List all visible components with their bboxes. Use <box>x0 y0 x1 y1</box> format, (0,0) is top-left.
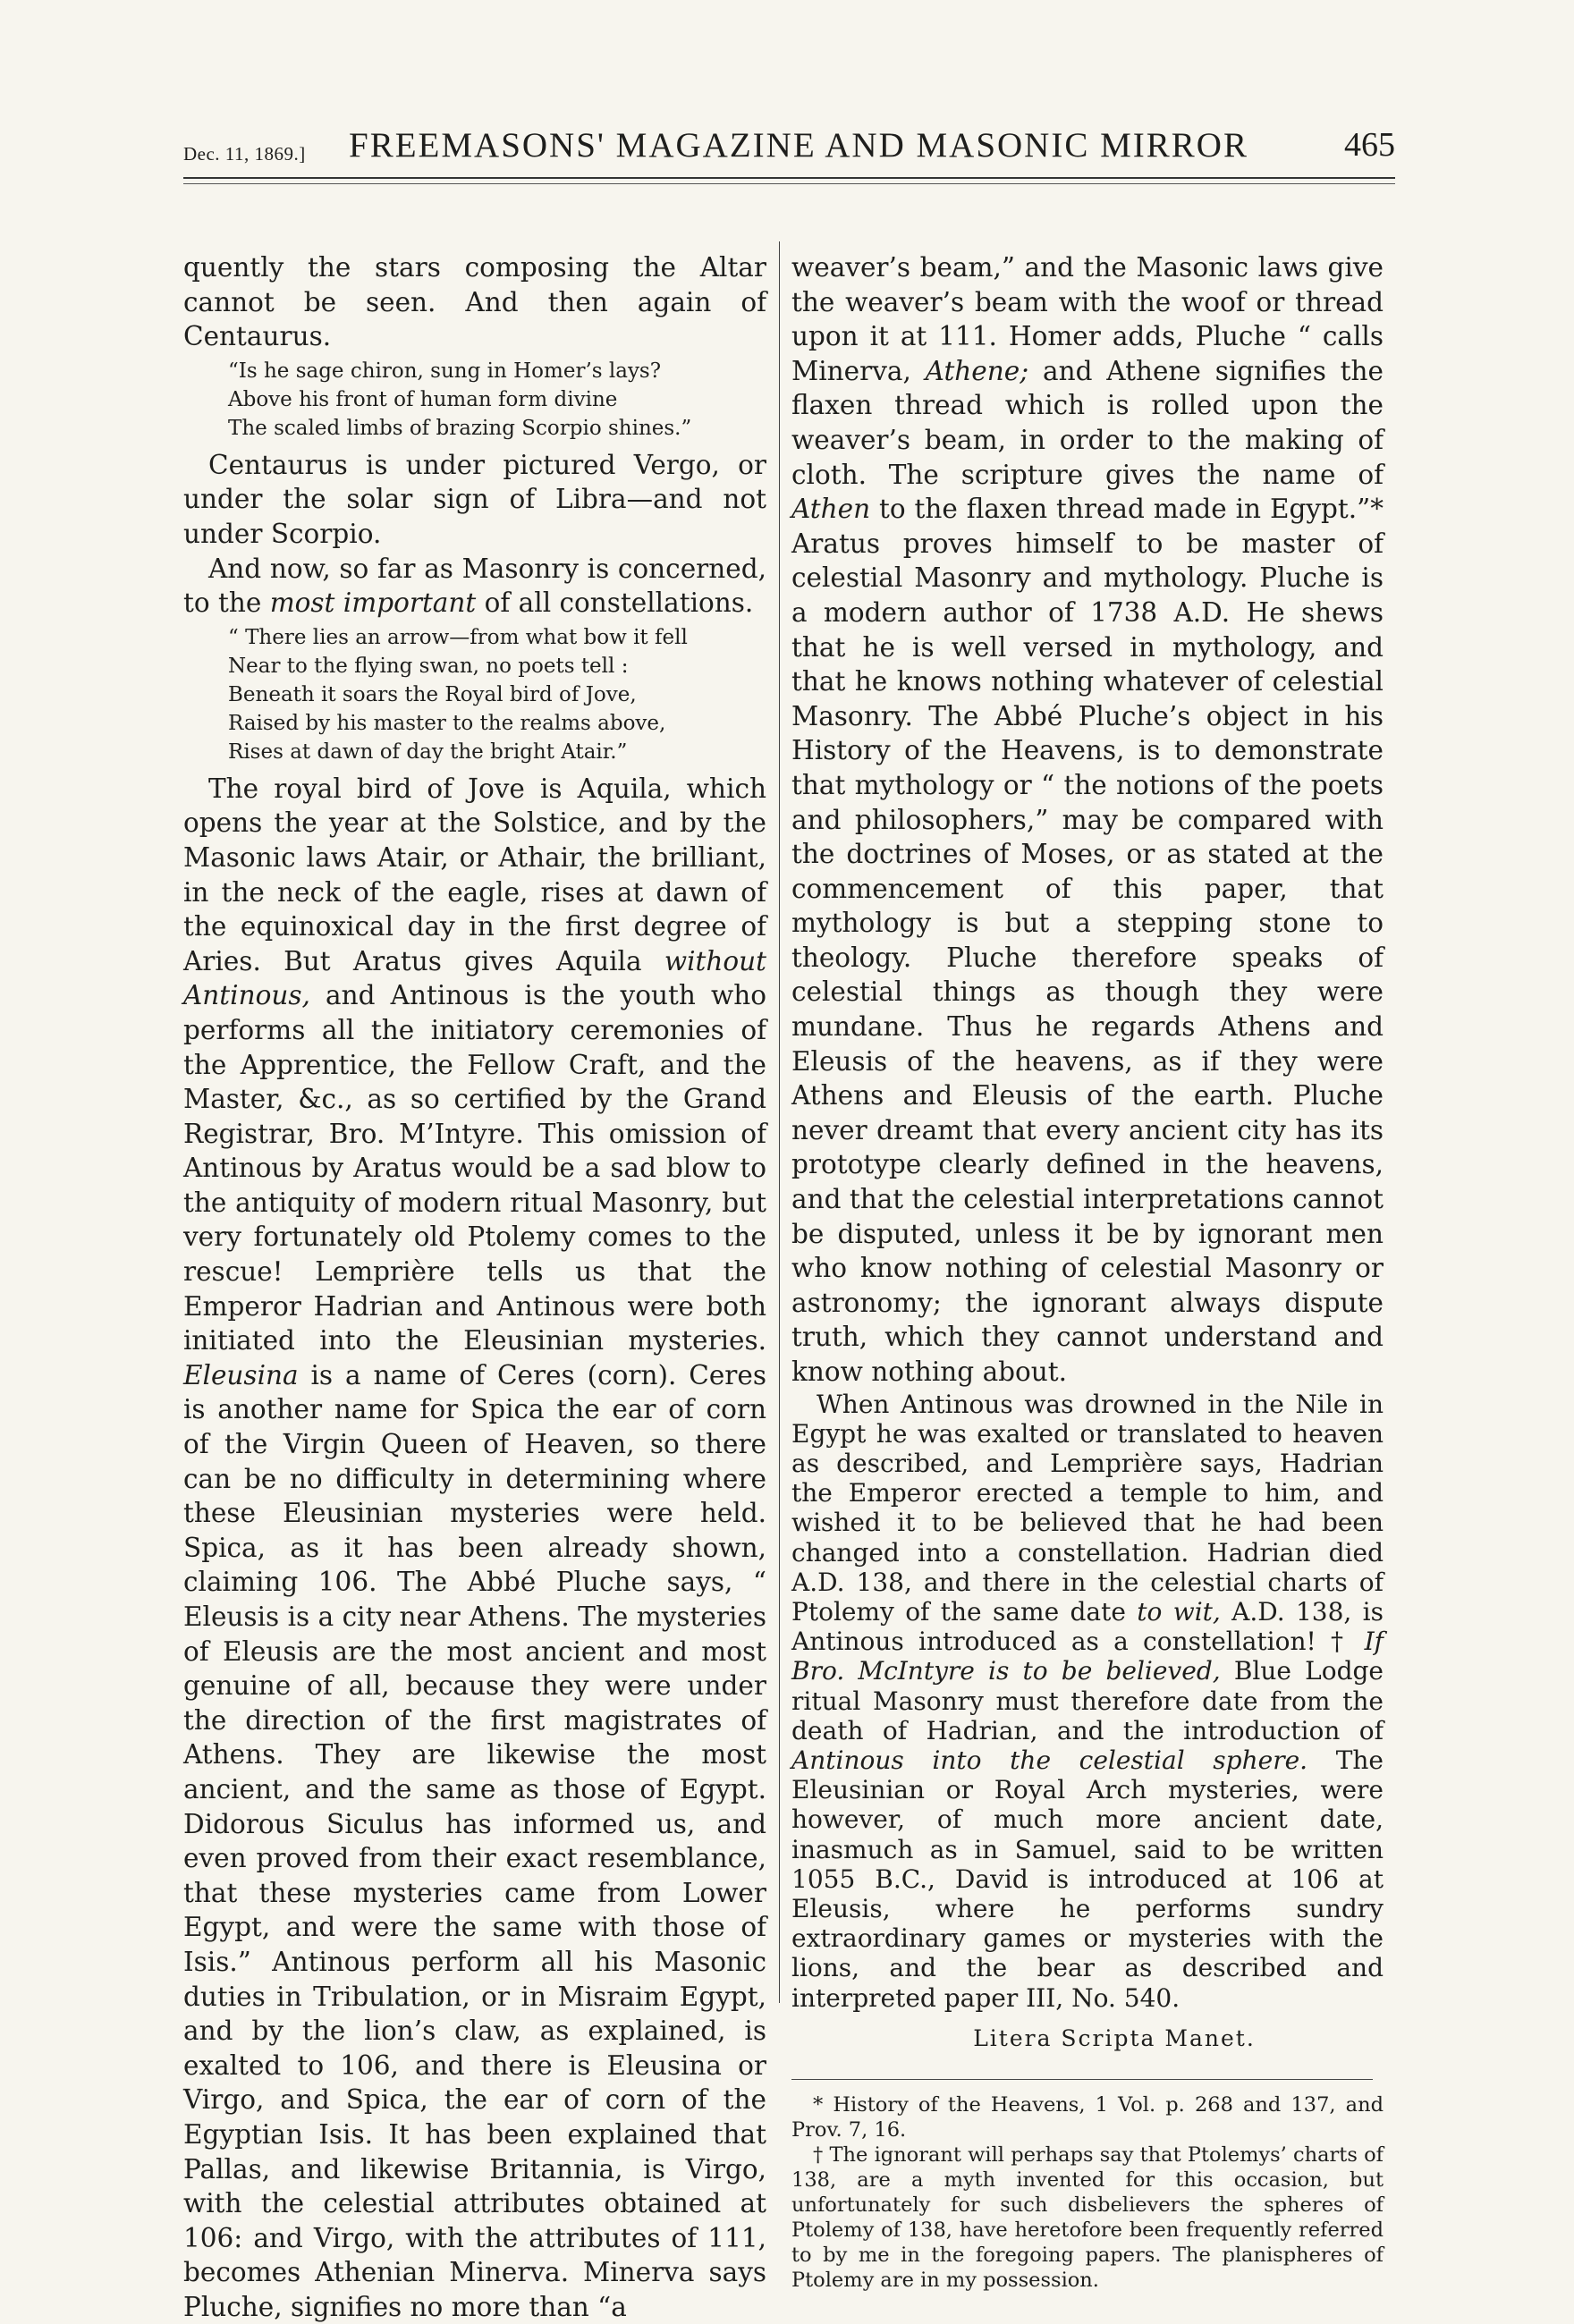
verse-line: Raised by his master to the realms above, <box>228 711 666 735</box>
paragraph <box>183 772 766 2324</box>
verse-quote <box>228 357 766 443</box>
page-header <box>183 123 1395 168</box>
text-run: Blue Lodge ritual Masonry must therefore date from the death of Hadrian, and the introduction of <box>791 1656 1384 1745</box>
issue-date: Dec. 11, 1869.] <box>183 143 306 165</box>
publication-title: FREEMASONS' MAGAZINE AND MASONIC MIRROR <box>349 126 1248 165</box>
right-column <box>791 250 1384 2293</box>
text-run: weaver’s beam,” and the Masonic laws give the weaver’s beam with the woof or thread upon it at 111. Homer adds, Pluche “ calls Minerva, <box>791 252 1384 386</box>
author-signature: Litera Scripta Manet. <box>973 2024 1256 2051</box>
verse-line: Rises at dawn of day the bright Atair.” <box>228 739 628 764</box>
text-run: and Athene signifies the flaxen thread which is rolled upon the weaver’s beam, in order to the making of cloth. The scripture gives the name of <box>791 355 1384 490</box>
emphasis: Eleusina <box>183 1359 299 1390</box>
verse-line: “ There lies an arrow—from what bow it fell <box>228 625 688 649</box>
paragraph <box>183 552 766 621</box>
emphasis: Antinous into the celestial sphere. <box>791 1745 1308 1776</box>
footnote: * History of the Heavens, 1 Vol. p. 268 and 137, and Prov. 7, 16. <box>791 2093 1384 2142</box>
verse-line: Beneath it soars the Royal bird of Jove, <box>228 682 637 706</box>
left-column <box>183 250 766 2324</box>
emphasis: Athene; <box>925 355 1029 386</box>
text-run: A.D. 138, is Antinous introduced as a constellation! † <box>791 1597 1384 1657</box>
verse-line: Near to the flying swan, no poets tell : <box>228 654 629 678</box>
header-rule-thick <box>183 177 1395 179</box>
paragraph <box>791 250 1384 1390</box>
paragraph: quently the stars composing the Altar cannot be seen. And then again of Centaurus. <box>183 252 766 352</box>
header-rule-thin <box>183 183 1395 184</box>
emphasis: to wit, <box>1137 1597 1221 1627</box>
footnote-rule <box>791 2079 1373 2080</box>
text-run: is a name of Ceres (corn). Ceres is another name for Spica the ear of corn of the Virgin Queen of Heaven, so there can be no difficulty in determining where these Eleusinian mysteries were held. Spica, as it has been already shown, claiming 106. The Abbé Pluche says, “ Eleusis is a city near Athens. The mysteries of Eleusis are the most ancient and most genuine of all, because they were under the direction of the first magistrates of Athens. They are likewise the most ancient, and the same as those of Egypt. Didorous Siculus has informed us, and even proved from their exact resemblance, that these mysteries came from Lower Egypt, and were the same with those of Isis.” Antinous perform all his Masonic duties in Tribulation, or in Misraim Egypt, and by the lion’s claw, as explained, is exalted to 106, and there is Eleusina or Virgo, and Spica, the ear of corn of the Egyptian Isis. It has been explained that Pallas, and likewise Britannia, is Virgo, with the celestial attributes obtained at 106: and Virgo, with the attributes of 111, becomes Athenian Minerva. Minerva says Pluche, signifies no more than “a <box>183 1359 766 2322</box>
emphasis: without Antinous, <box>183 945 766 1011</box>
text-run: When Antinous was drowned in the Nile in Egypt he was exalted or translated to heaven as described, and Lemprière says, Hadrian the Emperor erected a temple to him, and wished it to be believed that he had been changed into a constellation. Hadrian died A.D. 138, and there in the celestial charts of Ptolemy of the same date <box>791 1389 1384 1627</box>
text-run: And now, so far as Masonry is concerned, to the <box>183 553 766 619</box>
text-run: The Eleusinian or Royal Arch mysteries, were however, of much more ancient date, inasmuch as in Samuel, said to be written 1055 B.C., David is introduced at 106 at Eleusis, where he performs sundry extraordinary games or mysteries with the lions, and the bear as described and interpreted paper III, No. 540. <box>791 1745 1384 2013</box>
text-run: to the flaxen thread made in Egypt.”* Aratus proves himself to be master of celestial Masonry and mythology. Pluche is a modern author of 1738 A.D. He shews that he is well versed in mythology, and that he knows nothing whatever of celestial Masonry. The Abbé Pluche’s object in his History of the Heavens, is to demonstrate that mythology or “ the notions of the poets and philosophers,” may be compared with the doctrines of Moses, or as stated at the commencement of this paper, that mythology is but a stepping stone to theology. Pluche therefore speaks of celestial things as though they were mundane. Thus he regards Athens and Eleusis of the heavens, as if they were Athens and Eleusis of the earth. Pluche never dreamt that every ancient city has its prototype clearly defined in the heavens, and that the celestial interpretations cannot be disputed, unless it be by ignorant men who know nothing of celestial Masonry or astronomy; the ignorant always dispute truth, which they cannot understand and know nothing about. <box>791 494 1384 1387</box>
text-run: of all constellations. <box>476 587 754 619</box>
verse-line: The scaled limbs of brazing Scorpio shines.” <box>228 416 692 440</box>
text-run: The royal bird of Jove is Aquila, which opens the year at the Solstice, and by the Masonic laws Atair, or Athair, the brilliant, in the neck of the eagle, rises at dawn of the equinoxical day in the first degree of Aries. But Aratus gives Aquila <box>183 773 766 976</box>
text-run: and Antinous is the youth who performs all the initiatory ceremonies of the Apprentice, the Fellow Craft, and the Master, &c., as so certified by the Grand Registrar, Bro. M’Intyre. This omission of Antinous by Aratus would be a sad blow to the antiquity of modern ritual Masonry, but very fortunately old Ptolemy comes to the rescue! Lemprière tells us that the Emperor Hadrian and Antinous were both initiated into the Eleusinian mysteries. <box>183 980 766 1356</box>
paragraph <box>791 1390 1384 2013</box>
emphasis: Athen <box>791 494 871 525</box>
verse-line: Above his front of human form divine <box>228 387 618 411</box>
column-divider <box>779 241 780 2003</box>
emphasis: If Bro. McIntyre is to be believed, <box>791 1627 1384 1686</box>
verse-quote <box>228 623 766 766</box>
page-number: 465 <box>1344 126 1395 164</box>
footnote: † The ignorant will perhaps say that Ptolemys’ charts of 138, are a myth invented for this occasion, but unfortunately for such disbelievers the spheres of Ptolemy of 138, have heretofore been frequently referred to by me in the foregoing papers. The planispheres of Ptolemy are in my possession. <box>791 2143 1384 2293</box>
emphasis: most important <box>269 587 477 619</box>
verse-line: “Is he sage chiron, sung in Homer’s lays? <box>228 359 662 383</box>
paragraph: Centaurus is under pictured Vergo, or under the solar sign of Libra—and not under Scorpio. <box>183 449 766 549</box>
